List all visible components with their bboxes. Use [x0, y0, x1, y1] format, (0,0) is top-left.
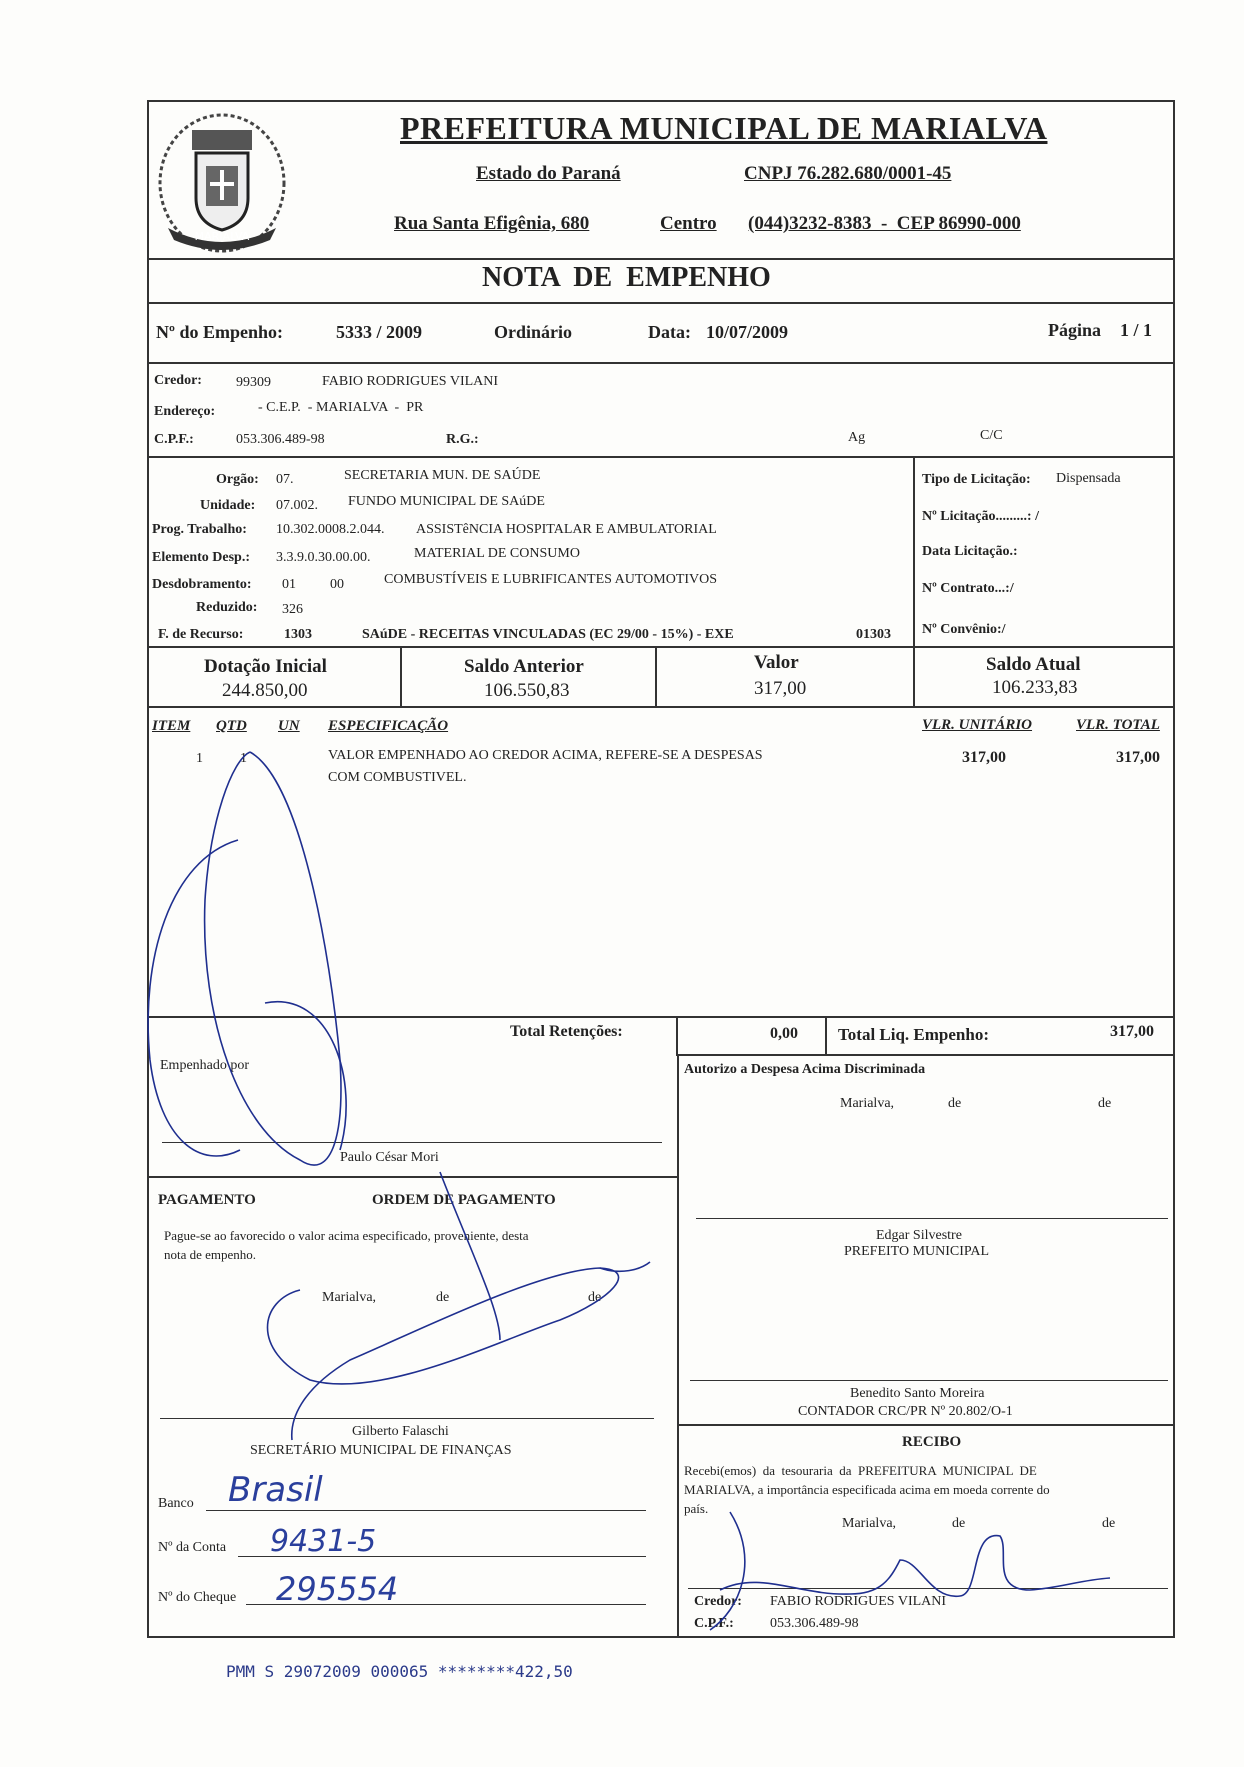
banco-handwritten: Brasil	[228, 1470, 323, 1510]
cnpj-label: CNPJ 76.282.680/0001-45	[744, 163, 952, 184]
pagamento-text-line2: nota de empenho.	[164, 1247, 257, 1262]
autorizo-marialva: Marialva,	[840, 1096, 895, 1111]
district-label: Centro	[660, 213, 717, 234]
recurso-code: 1303	[284, 627, 312, 642]
reduzido-label: Reduzido:	[196, 600, 258, 615]
prefeito-role: PREFEITO MUNICIPAL	[844, 1244, 990, 1259]
valor-value: 317,00	[754, 678, 807, 699]
contador-name: Benedito Santo Moreira	[850, 1386, 985, 1401]
recibo-cpf-value: 053.306.489-98	[770, 1616, 859, 1631]
orgao-label: Orgão:	[216, 472, 259, 487]
autorizo-de2: de	[1098, 1096, 1112, 1111]
retencoes-label: Total Retenções:	[510, 1023, 623, 1040]
ag-label: Ag	[848, 430, 866, 445]
n-contrato: Nº Contrato...:/	[922, 581, 1014, 596]
desdobramento-code1: 01	[282, 577, 296, 592]
divider	[147, 456, 1175, 458]
saldo-anterior-value: 106.550,83	[484, 680, 570, 701]
page-label: Página	[1048, 320, 1102, 340]
recurso-label: F. de Recurso:	[158, 627, 244, 642]
recurso-code2: 01303	[856, 627, 891, 642]
valor-label: Valor	[754, 652, 799, 673]
state-label: Estado do Paraná	[476, 163, 621, 184]
date-label: Data:	[648, 322, 691, 342]
recibo-text-line3: país.	[684, 1501, 709, 1516]
divider	[147, 1016, 1175, 1018]
col-item: ITEM	[152, 718, 191, 734]
unidade-label: Unidade:	[200, 498, 256, 513]
divider	[655, 646, 657, 706]
conta-handwritten: 9431-5	[270, 1524, 377, 1559]
banco-line	[206, 1510, 646, 1511]
col-un: UN	[278, 718, 300, 734]
row-espec-line2: COM COMBUSTIVEL.	[328, 770, 467, 785]
divider	[913, 646, 915, 706]
svg-text:MARIALVA: MARIALVA	[194, 230, 250, 243]
page-value: 1 / 1	[1120, 320, 1153, 340]
recibo-marialva: Marialva,	[842, 1516, 897, 1531]
tipo-licitacao-label: Tipo de Licitação:	[922, 472, 1031, 487]
banco-label: Banco	[158, 1496, 194, 1511]
row-qtd: 1	[240, 751, 247, 766]
dotacao-label: Dotação Inicial	[204, 656, 327, 677]
row-item: 1	[196, 751, 203, 766]
prefeito-name: Edgar Silvestre	[876, 1228, 962, 1243]
divider	[147, 302, 1175, 304]
endereco-label: Endereço:	[154, 404, 216, 419]
divider	[147, 646, 1175, 648]
pagamento-de1: de	[436, 1290, 450, 1305]
saldo-atual-value: 106.233,83	[992, 677, 1078, 698]
recurso-desc: SAúDE - RECEITAS VINCULADAS (EC 29/00 - 15%) - EXE	[362, 627, 734, 642]
cpf-label: C.P.F.:	[154, 432, 194, 447]
recibo-credor-label: Credor:	[694, 1594, 742, 1609]
divider	[400, 646, 402, 706]
conta-label: Nº da Conta	[158, 1540, 227, 1555]
prog-code: 10.302.0008.2.044.	[276, 522, 385, 537]
empenhado-por-label: Empenhado por	[160, 1058, 250, 1073]
signature-line	[162, 1142, 662, 1143]
credor-name: FABIO RODRIGUES VILANI	[322, 374, 499, 389]
recibo-de1: de	[952, 1516, 966, 1531]
recibo-title: RECIBO	[902, 1434, 962, 1450]
contador-role: CONTADOR CRC/PR Nº 20.802/O-1	[798, 1404, 1013, 1419]
signature-line	[688, 1588, 1168, 1589]
divider	[147, 1176, 677, 1178]
n-licitacao: Nº Licitação.........: /	[922, 509, 1039, 524]
divider	[825, 1016, 827, 1056]
phone-cep-label: (044)3232-8383 - CEP 86990-000	[748, 213, 1021, 234]
address-label: Rua Santa Efigênia, 680	[394, 213, 590, 234]
recibo-text-line2: MARIALVA, a importância especificada acima em moeda corrente do	[684, 1482, 1050, 1497]
divider	[676, 1016, 678, 1056]
ordem-pagamento: ORDEM DE PAGAMENTO	[372, 1192, 556, 1208]
unidade-desc: FUNDO MUNICIPAL DE SAúDE	[348, 494, 545, 509]
pagamento-title: PAGAMENTO	[158, 1192, 256, 1208]
divider	[913, 456, 915, 646]
gilberto-role: SECRETÁRIO MUNICIPAL DE FINANÇAS	[250, 1443, 512, 1458]
pagamento-de2: de	[588, 1290, 602, 1305]
cheque-handwritten: 295554	[276, 1570, 399, 1608]
autorizo-de1: de	[948, 1096, 962, 1111]
pagamento-marialva: Marialva,	[322, 1290, 377, 1305]
municipal-seal	[152, 108, 292, 258]
document-title: NOTA DE EMPENHO	[482, 262, 771, 293]
orgao-desc: SECRETARIA MUN. DE SAÚDE	[344, 468, 541, 483]
desdobramento-desc: COMBUSTÍVEIS E LUBRIFICANTES AUTOMOTIVOS	[384, 572, 718, 587]
recibo-de2: de	[1102, 1516, 1116, 1531]
empenhado-signer: Paulo César Mori	[340, 1150, 439, 1165]
col-qtd: QTD	[216, 718, 247, 734]
liq-empenho-value: 317,00	[1110, 1023, 1154, 1040]
saldo-anterior-label: Saldo Anterior	[464, 656, 584, 677]
gilberto-name: Gilberto Falaschi	[352, 1424, 449, 1439]
tipo-licitacao-value: Dispensada	[1056, 471, 1121, 486]
recibo-credor-value: FABIO RODRIGUES VILANI	[770, 1594, 947, 1609]
orgao-code: 07.	[276, 472, 294, 487]
desdobramento-code2: 00	[330, 577, 344, 592]
credor-code: 99309	[236, 375, 271, 390]
retencoes-value: 0,00	[770, 1025, 798, 1042]
signature-line	[696, 1218, 1168, 1219]
col-vlr-total: VLR. TOTAL	[1076, 717, 1160, 733]
row-vlr-unitario: 317,00	[962, 749, 1006, 766]
desdobramento-label: Desdobramento:	[152, 577, 252, 592]
divider	[147, 706, 1175, 708]
col-vlr-unitario: VLR. UNITÁRIO	[922, 717, 1033, 733]
credor-label: Credor:	[154, 373, 202, 388]
saldo-atual-label: Saldo Atual	[986, 654, 1081, 675]
recibo-cpf-label: C.P.F.:	[694, 1616, 734, 1631]
data-licitacao: Data Licitação.:	[922, 544, 1018, 559]
pagamento-text-line1: Pague-se ao favorecido o valor acima especificado, proveniente, desta	[164, 1228, 529, 1243]
cpf-value: 053.306.489-98	[236, 432, 325, 447]
endereco-value: - C.E.P. - MARIALVA - PR	[258, 400, 424, 415]
unidade-code: 07.002.	[276, 498, 318, 513]
prog-label: Prog. Trabalho:	[152, 522, 247, 537]
prog-desc: ASSISTêNCIA HOSPITALAR E AMBULATORIAL	[416, 522, 717, 537]
recibo-text-line1: Recebi(emos) da tesouraria da PREFEITURA MUNICIPAL DE	[684, 1463, 1037, 1478]
liq-empenho-label: Total Liq. Empenho:	[838, 1025, 989, 1044]
date-value: 10/07/2009	[706, 322, 789, 342]
divider	[147, 362, 1175, 364]
signature-line	[160, 1418, 654, 1419]
autorizo-label: Autorizo a Despesa Acima Discriminada	[684, 1062, 926, 1077]
rg-label: R.G.:	[446, 432, 479, 447]
page-title: PREFEITURA MUNICIPAL DE MARIALVA	[400, 110, 1048, 146]
reduzido-value: 326	[282, 602, 303, 617]
divider	[677, 1424, 1175, 1426]
divider	[147, 258, 1175, 260]
elemento-label: Elemento Desp.:	[152, 550, 250, 565]
footer-stamp: PMM S 29072009 000065 ********422,50	[226, 1662, 573, 1681]
cc-label: C/C	[980, 428, 1003, 443]
divider	[677, 1054, 679, 1638]
row-espec-line1: VALOR EMPENHADO AO CREDOR ACIMA, REFERE-SE A DESPESAS	[328, 748, 763, 763]
n-convenio: Nº Convênio:/	[922, 622, 1006, 637]
row-vlr-total: 317,00	[1116, 749, 1160, 766]
elemento-desc: MATERIAL DE CONSUMO	[414, 546, 580, 561]
empenho-number-label: Nº do Empenho:	[156, 322, 283, 342]
empenho-number-value: 5333 / 2009	[336, 322, 423, 342]
elemento-code: 3.3.9.0.30.00.00.	[276, 550, 371, 565]
divider	[676, 1054, 1175, 1056]
cheque-label: Nº do Cheque	[158, 1590, 237, 1605]
signature-line	[690, 1380, 1168, 1381]
col-especificacao: ESPECIFICAÇÃO	[328, 718, 449, 734]
empenho-type: Ordinário	[494, 322, 573, 342]
dotacao-value: 244.850,00	[222, 680, 308, 701]
